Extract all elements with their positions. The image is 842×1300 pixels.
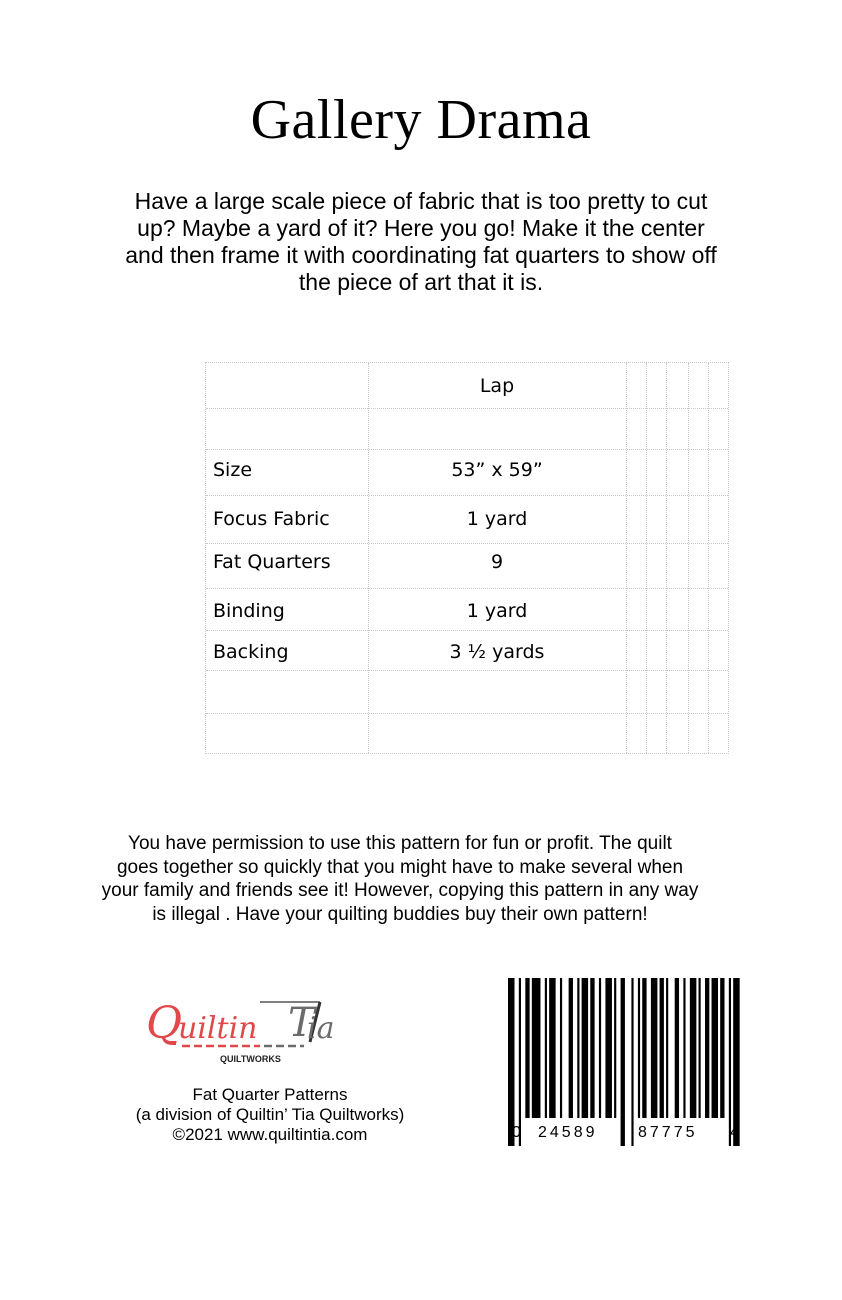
publisher-name: Fat Quarter Patterns (192, 1085, 348, 1104)
barcode-bar (631, 978, 633, 1146)
table-rule (206, 670, 728, 671)
barcode-digits-right: 87775 (638, 1124, 698, 1141)
table-rule (206, 495, 728, 496)
row-value-fat-quarters: 9 (490, 551, 504, 573)
barcode-bar (651, 978, 657, 1118)
barcode-bar (577, 978, 579, 1118)
row-label-focus-fabric: Focus Fabric (213, 508, 330, 530)
barcode-bar (605, 978, 611, 1118)
row-label-binding: Binding (213, 600, 285, 622)
barcode-bar (532, 978, 541, 1118)
publisher-info (100, 1085, 440, 1145)
intro-line: Have a large scale piece of fabric that is too pretty to cut (134, 188, 708, 214)
barcode-bar (642, 978, 646, 1118)
column-header-lap: Lap (479, 375, 515, 397)
logo-subtext: QUILTWORKS (220, 1054, 281, 1064)
row-label-size: Size (213, 459, 253, 481)
barcode-bar (508, 978, 514, 1146)
row-value-backing: 3 ½ yards (449, 641, 545, 663)
table-rule (206, 408, 728, 409)
barcode-bar (666, 978, 668, 1118)
page-title: Gallery Drama (250, 89, 592, 151)
row-value-size: 53” x 59” (451, 459, 543, 481)
notice-line: goes together so quickly that you might have to make several when (116, 856, 684, 878)
barcode-digit-system: 0 (512, 1124, 521, 1141)
logo-script-tia: ia (307, 1011, 335, 1046)
barcode-bar (560, 978, 562, 1118)
table-rule (206, 543, 728, 544)
table-rule (206, 630, 728, 631)
barcode-bar (733, 978, 739, 1146)
barcode-digit-check: 4 (730, 1124, 739, 1141)
requirements-table (205, 362, 729, 754)
barcode-bar (545, 978, 547, 1118)
barcode-digits-left: 24589 (538, 1124, 598, 1141)
barcode-bar (525, 978, 529, 1118)
permission-notice (50, 832, 750, 926)
barcode-bar (720, 978, 724, 1118)
publisher-division: (a division of Quiltin’ Tia Quiltworks) (135, 1105, 405, 1124)
table-rule (646, 363, 647, 753)
barcode-bar (690, 978, 696, 1118)
barcode-bar (699, 978, 701, 1118)
row-value-focus-fabric: 1 yard (466, 508, 528, 530)
barcode-bar (705, 978, 709, 1118)
upc-barcode (508, 978, 744, 1146)
barcode-bar (549, 978, 555, 1118)
notice-line: is illegal . Have your quilting buddies buy their own pattern! (152, 903, 648, 925)
notice-line: You have permission to use this pattern for fun or profit. The quilt (128, 833, 672, 854)
barcode-bar (638, 978, 640, 1118)
table-rule (666, 363, 667, 753)
barcode-bar (683, 978, 685, 1118)
row-value-binding: 1 yard (466, 600, 528, 622)
notice-line: your family and friends see it! However, copying this pattern in any way (101, 880, 699, 901)
logo-script-t: T (288, 1000, 315, 1046)
barcode-bar (621, 978, 625, 1146)
barcode-bar (569, 978, 573, 1118)
row-label-fat-quarters: Fat Quarters (213, 551, 331, 573)
table-rule (708, 363, 709, 753)
barcode-bar (712, 978, 718, 1118)
publisher-copyright: ©2021 www.quiltintia.com (172, 1125, 368, 1144)
barcode-bar (599, 978, 601, 1118)
table-rule (688, 363, 689, 753)
barcode-bar (519, 978, 521, 1146)
logo-script-q: Q (146, 998, 183, 1049)
barcode-bar (729, 978, 731, 1146)
barcode-bar (590, 978, 594, 1118)
quiltin-tia-logo (142, 990, 372, 1070)
intro-line: up? Maybe a yard of it? Here you go! Make it the center (137, 215, 705, 241)
barcode-bar (582, 978, 588, 1118)
intro-line: the piece of art that it is. (298, 269, 544, 295)
table-rule (206, 713, 728, 714)
logo-script-uiltin: uiltin (178, 1011, 258, 1046)
barcode-bar (675, 978, 679, 1118)
row-label-backing: Backing (213, 641, 289, 663)
intro-line: and then frame it with coordinating fat quarters to show off (125, 242, 717, 268)
barcode-bar (614, 978, 616, 1118)
table-rule (206, 588, 728, 589)
barcode-bar (660, 978, 664, 1118)
intro-paragraph (60, 188, 782, 296)
table-rule (626, 363, 627, 753)
table-rule (206, 449, 728, 450)
